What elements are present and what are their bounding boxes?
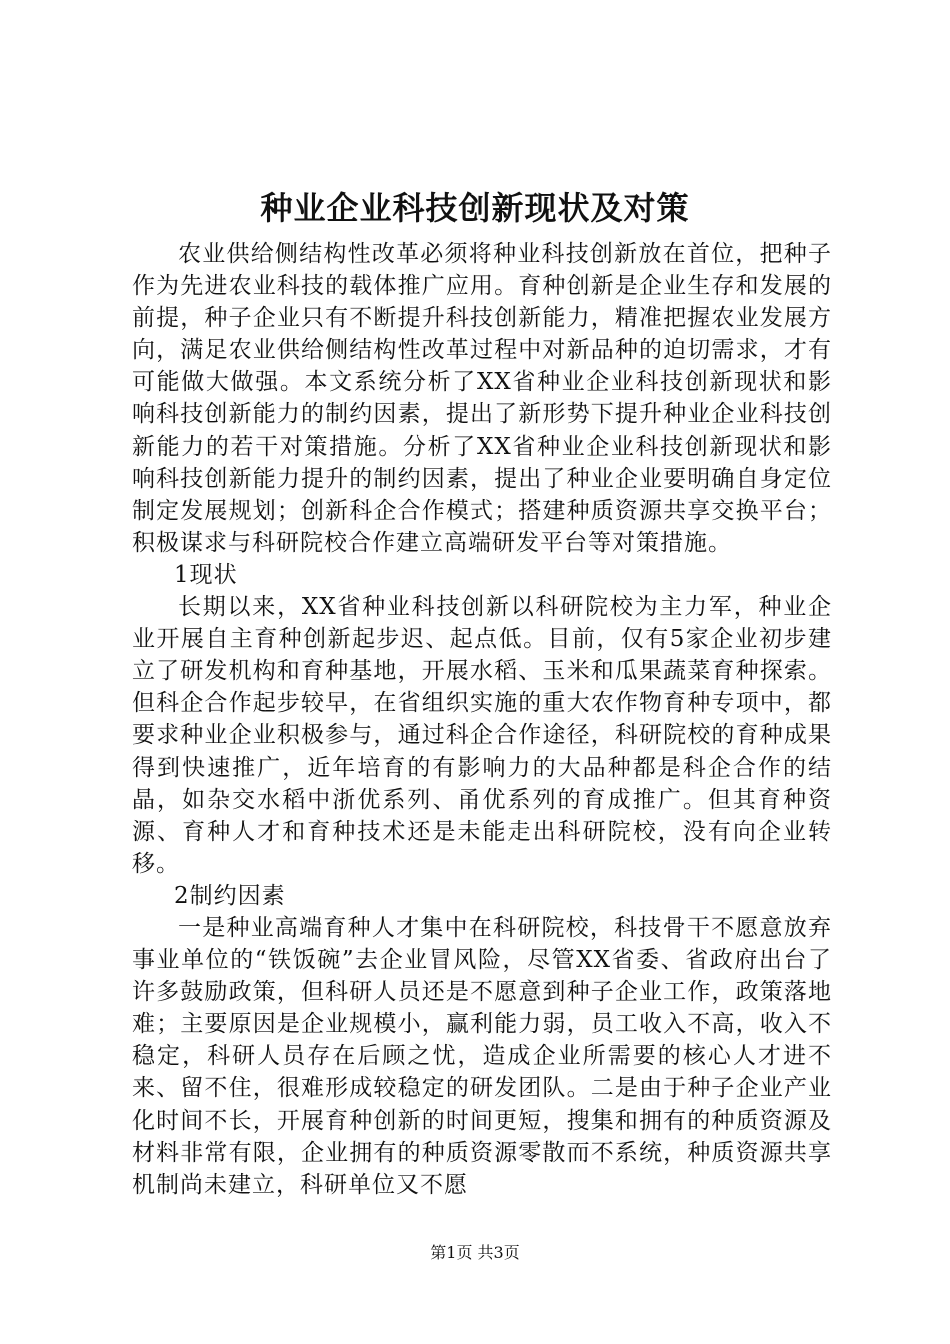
section-2-paragraph: 一是种业高端育种人才集中在科研院校，科技骨干不愿意放弃事业单位的“铁饭碗”去企业冒风险，尽管XX省委、省政府出台了许多鼓励政策，但科研人员还是不愿意到种子企业工作，政策落地难；主要原因是企业规模小，赢利能力弱，员工收入不高，收入不稳定，科研人员存在后顾之忧，造成企业所需要的核心人才进不来、留不住，很难形成较稳定的研发团队。二是由于种子企业产业化时间不长，开展育种创新的时间更短，搜集和拥有的种质资源及材料非常有限，企业拥有的种质资源零散而不系统，种质资源共享机制尚未建立，科研单位又不愿	[132, 914, 832, 1198]
page-footer: 第1页 共3页	[430, 1243, 520, 1262]
document-title: 种业企业科技创新现状及对策	[260, 189, 690, 227]
section-1-paragraph: 长期以来，XX省种业科技创新以科研院校为主力军，种业企业开展自主育种创新起步迟、起点低。目前，仅有5家企业初步建立了研发机构和育种基地，开展水稻、玉米和瓜果蔬菜育种探索。但科企合作起步较早，在省组织实施的重大农作物育种专项中，都要求种业企业积极参与，通过科企合作途径，科研院校的育种成果得到快速推广，近年培育的有影响力的大品种都是科企合作的结晶，如杂交水稻中浙优系列、甬优系列的育成推广。但其育种资源、育种人才和育种技术还是未能走出科研院校，没有向企业转移。	[132, 594, 832, 877]
section-2-heading: 2制约因素	[174, 882, 286, 909]
document-body	[132, 238, 832, 1201]
intro-paragraph: 农业供给侧结构性改革必须将种业科技创新放在首位，把种子作为先进农业科技的载体推广应用。育种创新是企业生存和发展的前提，种子企业只有不断提升科技创新能力，精准把握农业发展方向，满足农业供给侧结构性改革过程中对新品种的迫切需求，才有可能做大做强。本文系统分析了XX省种业企业科技创新现状和影响科技创新能力的制约因素，提出了新形势下提升种业企业科技创新能力的若干对策措施。分析了XX省种业企业科技创新现状和影响科技创新能力提升的制约因素，提出了种业企业要明确自身定位制定发展规划；创新科企合作模式；搭建种质资源共享交换平台；积极谋求与科研院校合作建立高端研发平台等对策措施。	[132, 241, 832, 556]
section-1-heading: 1现状	[174, 561, 238, 588]
